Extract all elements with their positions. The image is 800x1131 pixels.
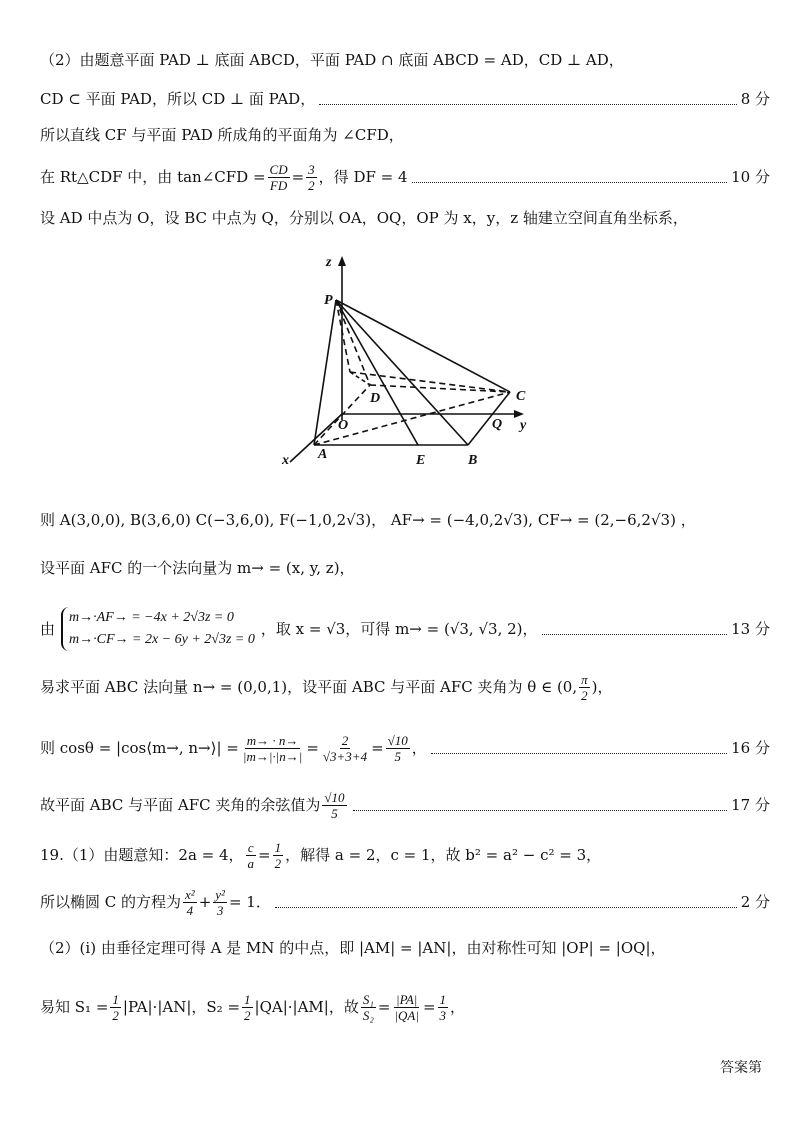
text: 所以椭圆 C 的方程为 [40, 893, 182, 911]
text: 易知 S₁ = [40, 998, 109, 1016]
text: 由 [40, 620, 56, 638]
fraction: $\frac{\text{x²}}{4}$ [185, 886, 195, 918]
text: 在 Rt△CDF 中，由 tan∠CFD = [40, 168, 266, 186]
fraction: $\frac{\text{y²}}{3}$ [215, 886, 225, 918]
fraction: $\frac{2}{√3+3+4}$ [322, 732, 368, 764]
solution-line-3 [40, 125, 770, 145]
text: |PA|·|AN|，S₂ = [122, 998, 241, 1016]
fraction: $\frac{1}{3}$ [439, 991, 447, 1023]
z-arrow-icon [338, 256, 346, 266]
text: CD ⊂ 平面 PAD，所以 CD ⊥ 面 PAD， [40, 90, 316, 108]
text: 设 AD 中点为 O，设 BC 中点为 Q，分别以 OA，OQ，OP 为 x，y，z 轴建立空间直角坐标系， [40, 209, 688, 227]
score: 13 分 [731, 620, 770, 638]
score: 10 分 [731, 168, 770, 186]
solution-line-10: 则 cosθ = |cos⟨m→, n→⟩| = $\frac{m\to \cdot n\to}{|m\to|\cdot|n\to|}$ = $\frac{2}{√3+3+4}$ = $\frac{√10}{5}$ ， 16 分 [40, 732, 770, 764]
fraction: $\frac{1}{2}$ [112, 991, 119, 1023]
solution-line-5 [40, 208, 770, 228]
fraction: $\frac{c}{a}$ [247, 839, 255, 871]
solution-line-12: 19.（1）由题意知：2a = 4， $\frac{c}{a}$ = $\frac{1}{2}$ ，解得 a = 2，c = 1，故 b² = a² − c² = 3， [40, 839, 602, 871]
solution-line-4: 在 Rt△CDF 中，由 tan∠CFD = $\frac{CD}{FD}$ = $\frac{3}{2}$ ，得 DF = 4 10 分 [40, 161, 770, 193]
fraction: $\frac{\pi}{2}$ [581, 671, 588, 703]
fraction: $\frac{1}{2}$ [244, 991, 251, 1023]
label-z: z [326, 255, 332, 270]
equation-system: m→·AF→ = −4x + 2√3z = 0 m→·CF→ = 2x − 6y + 2√3z = 0 [61, 607, 255, 651]
fraction: $\frac{√10}{5}$ [324, 789, 345, 821]
text: （2）(i) 由垂径定理可得 A 是 MN 的中点，即 |AM| = |AN|，由对称性可知 |OP| = |OQ|， [40, 939, 666, 957]
solution-line-7 [40, 558, 770, 578]
score-leader [353, 800, 728, 811]
solution-line-13: 所以椭圆 C 的方程为 $\frac{\text{x²}}{4}$ + $\frac{\text{y²}}{3}$ = 1． 2 分 [40, 886, 770, 918]
text: 则 cosθ = |cos⟨m→, n→⟩| = [40, 739, 239, 757]
label-b: B [468, 453, 478, 468]
score-leader [431, 743, 727, 754]
label-y: y [520, 418, 527, 433]
text: ，得 DF = 4 [318, 168, 408, 186]
solution-line-15: 易知 S₁ = $\frac{1}{2}$ |PA|·|AN|，S₂ = $\frac{1}{2}$ |QA|·|AM|，故 $\frac{\text{S₁}}{\text{S₂}}$ = $\frac{|PA|}{|QA|}$ = $\frac{1}{3}$ ， [40, 991, 466, 1023]
solution-line-9 [40, 670, 770, 704]
page-footer: 答案第 [720, 1060, 762, 1076]
solution-line-8 [40, 604, 770, 654]
label-p: P [324, 293, 333, 308]
text: 19.（1）由题意知：2a = 4， [40, 846, 244, 864]
edge-dc [370, 385, 510, 392]
score-leader [542, 624, 728, 635]
text: 易求平面 ABC 法向量 n→ = (0,0,1)，设平面 ABC 与平面 AFC 夹角为 θ ∈ (0, [40, 678, 578, 696]
label-x: x [282, 453, 289, 468]
fraction: $\frac{|PA|}{|QA|}$ [394, 991, 419, 1023]
solution-line-6 [40, 510, 770, 530]
solution-line-11 [40, 787, 770, 823]
fraction: $\frac{\text{S₁}}{\text{S₂}}$ [362, 991, 374, 1023]
text: ， [411, 739, 427, 757]
fraction: $\frac{√10}{5}$ [387, 732, 408, 764]
text: ，取 x = √3，可得 m→ = (√3, √3, 2)， [260, 620, 538, 638]
label-q: Q [492, 417, 503, 432]
text: )， [591, 678, 613, 696]
text: |QA|·|AM|，故 [254, 998, 359, 1016]
fraction: $\frac{m\to \cdot n\to}{|m\to|\cdot|n\to|}$ [242, 732, 303, 764]
score: 17 分 [731, 796, 770, 814]
label-c: C [516, 389, 526, 404]
score: 16 分 [731, 739, 770, 757]
solution-line-14 [40, 938, 770, 958]
text: ，解得 a = 2，c = 1，故 b² = a² − c² = 3， [285, 846, 602, 864]
y-arrow-icon [514, 410, 524, 418]
label-d: D [370, 391, 381, 406]
pyramid-figure [270, 252, 550, 477]
text: 则 A(3,0,0), B(3,6,0) C(−3,6,0), F(−1,0,2√3)， AF→ = (−4,0,2√3), CF→ = (2,−6,2√3) ， [40, 511, 696, 529]
edge-bc [468, 392, 510, 445]
score: 2 分 [740, 893, 770, 911]
text: 故平面 ABC 与平面 AFC 夹角的余弦值为 [40, 796, 321, 814]
solution-line-2 [40, 89, 770, 109]
x-axis [290, 414, 342, 462]
label-e: E [416, 453, 426, 468]
text: （2）由题意平面 PAD ⊥ 底面 ABCD，平面 PAD ∩ 底面 ABCD = AD，CD ⊥ AD， [40, 51, 624, 69]
fraction: $\frac{CD}{FD}$ [269, 161, 288, 193]
text: ， [450, 998, 466, 1016]
label-o: O [338, 418, 349, 433]
score-leader [275, 897, 737, 908]
text: 设平面 AFC 的一个法向量为 m→ = (x, y, z)， [40, 559, 355, 577]
score-leader [412, 172, 728, 183]
score-leader [319, 94, 736, 105]
fraction: $\frac{3}{2}$ [308, 161, 315, 193]
segment-fc [350, 372, 510, 392]
solution-line-1 [40, 50, 770, 70]
text: = 1． [228, 893, 271, 911]
label-a: A [318, 447, 328, 462]
score: 8 分 [740, 90, 770, 108]
fraction: $\frac{1}{2}$ [274, 839, 282, 871]
text: 所以直线 CF 与平面 PAD 所成角的平面角为 ∠CFD， [40, 126, 404, 144]
